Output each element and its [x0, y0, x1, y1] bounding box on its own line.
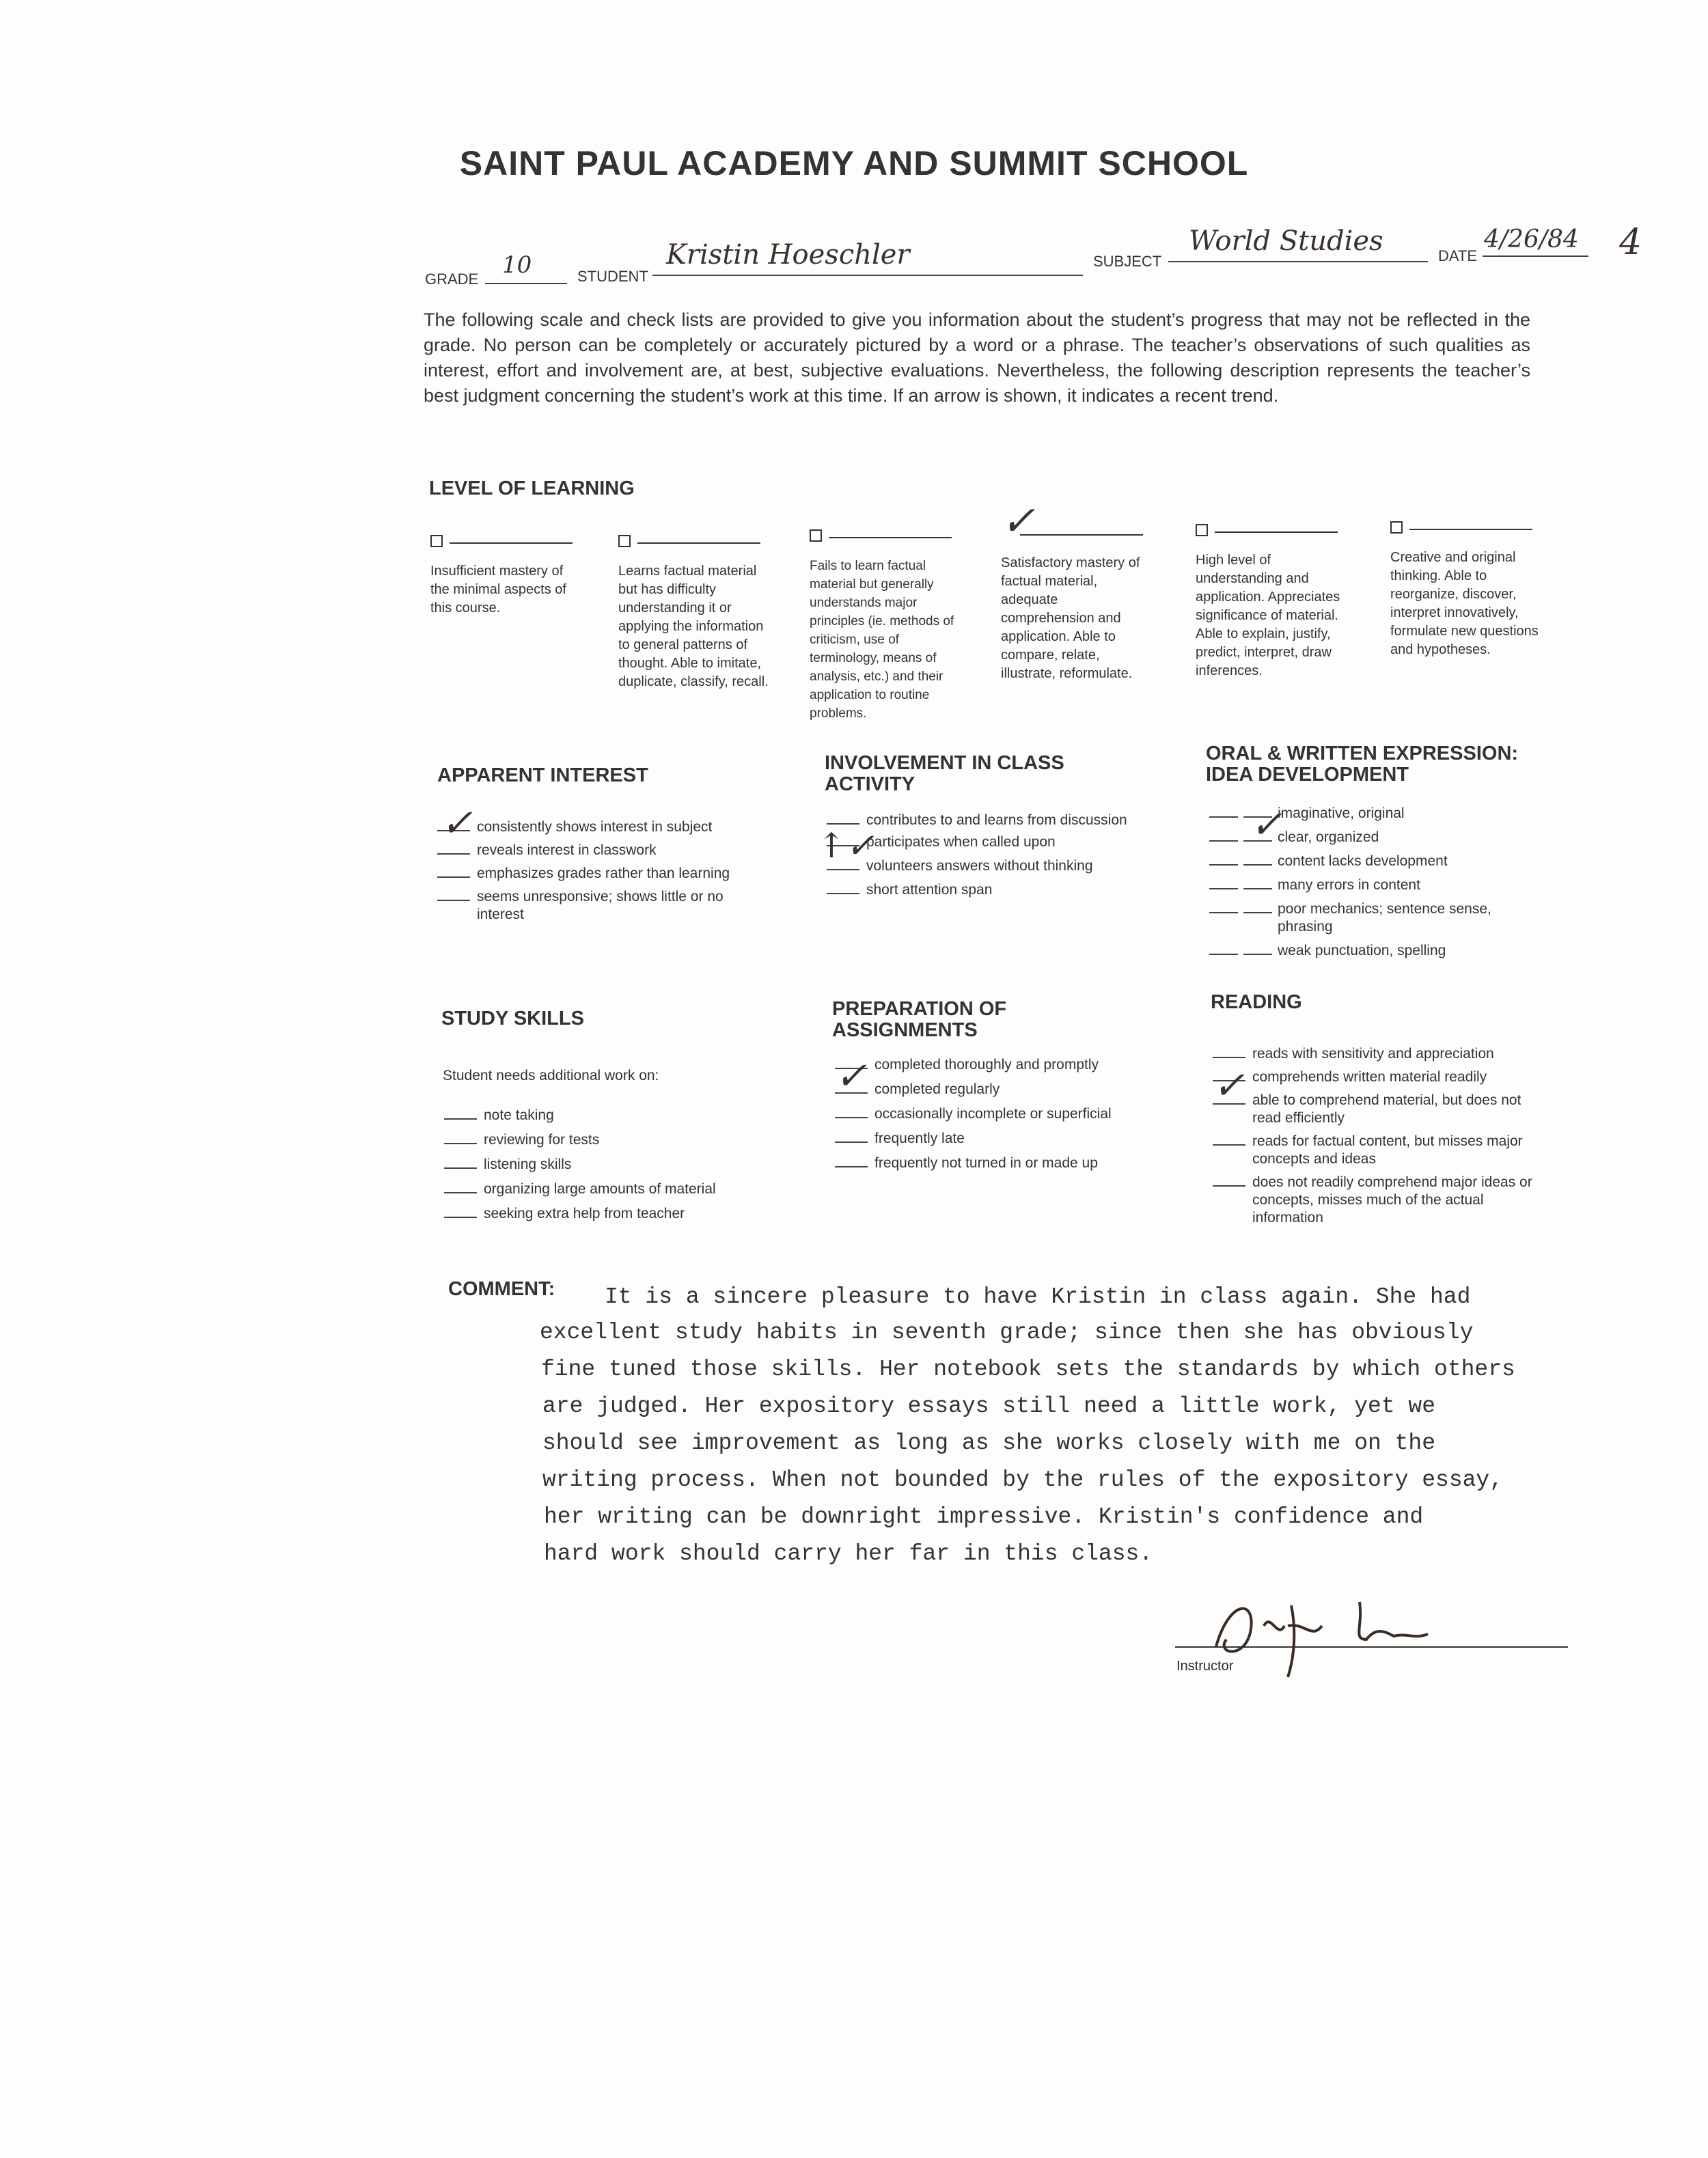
reading-heading: READING: [1211, 991, 1302, 1013]
student-value: Kristin Hoeschler: [666, 239, 910, 271]
list-item[interactable]: reads with sensitivity and appreciation: [1213, 1045, 1554, 1063]
comment-line: hard work should carry her far in this class.: [544, 1541, 1153, 1566]
list-item[interactable]: organizing large amounts of material: [444, 1180, 799, 1198]
study-skills-heading: STUDY SKILLS: [441, 1008, 584, 1029]
corner-mark: 4: [1619, 222, 1642, 263]
grade-value: 10: [502, 251, 532, 279]
list-item[interactable]: seeking extra help from teacher: [444, 1205, 799, 1223]
comment-line: excellent study habits in seventh grade; since then she has obviously: [540, 1320, 1474, 1345]
list-item[interactable]: consistently shows interest in subject: [437, 818, 793, 836]
level-option-4[interactable]: [1001, 497, 1155, 683]
list-item[interactable]: frequently not turned in or made up: [835, 1154, 1204, 1172]
subject-value: World Studies: [1189, 225, 1383, 257]
involvement-list: [827, 812, 1196, 899]
list-item[interactable]: volunteers answers without thinking: [827, 857, 1196, 875]
list-item[interactable]: listening skills: [444, 1156, 799, 1174]
preparation-list: [835, 1056, 1204, 1172]
level-description: Learns factual material but has difficulty understanding it or applying the information to general patterns of thought. Able to imitate, duplicate, classify, recall.: [618, 564, 769, 689]
check-mark-icon: ✓: [1250, 803, 1282, 847]
list-item[interactable]: content lacks development: [1209, 853, 1551, 870]
study-skills-subtitle: Student needs additional work on:: [443, 1068, 659, 1083]
list-item[interactable]: comprehends written material readily: [1213, 1068, 1554, 1086]
list-item[interactable]: completed regularly: [835, 1081, 1204, 1098]
date-label: DATE: [1438, 247, 1478, 264]
list-item[interactable]: contributes to and learns from discussion: [827, 812, 1196, 829]
apparent-interest-heading: APPARENT INTEREST: [437, 764, 648, 786]
list-item[interactable]: clear, organized: [1209, 829, 1551, 846]
list-item[interactable]: reveals interest in classwork: [437, 842, 793, 859]
check-mark-icon: ✓: [441, 801, 473, 846]
list-item[interactable]: able to comprehend material, but does not read efficiently: [1213, 1092, 1554, 1127]
apparent-interest-list: [437, 818, 793, 924]
comment-line: should see improvement as long as she works closely with me on the: [542, 1430, 1436, 1456]
list-item[interactable]: reviewing for tests: [444, 1131, 799, 1149]
instructor-signature: [1202, 1585, 1462, 1680]
arrow-check-mark-icon: ↑✓: [817, 826, 874, 866]
comment-line: writing process. When not bounded by the rules of the expository essay,: [542, 1467, 1504, 1493]
list-item[interactable]: participates when called upon: [827, 833, 1196, 851]
list-item[interactable]: occasionally incomplete or superficial: [835, 1105, 1204, 1123]
intro-paragraph: The following scale and check lists are provided to give you information about the student’s progress that may not be reflected in the grade. No person can be completely or accurately pictured by a word or a phrase. The teacher’s observations of such qualities as interest, effort and involvement are, at best, subjective evaluations. Nevertheless, the following description represents the teacher’s best judgment concerning the student’s work at this time. If an arrow is shown, it indicates a recent trend.: [424, 309, 1530, 406]
list-item[interactable]: short attention span: [827, 881, 1196, 899]
school-title: SAINT PAUL ACADEMY AND SUMMIT SCHOOL: [459, 144, 1249, 182]
level-description: High level of understanding and application. Appreciates significance of material. Able to explain, justify, predict, interpret, draw inferences.: [1196, 553, 1340, 678]
comment-line: fine tuned those skills. Her notebook sets the standards by which others: [541, 1357, 1515, 1382]
checkbox[interactable]: [1196, 524, 1208, 536]
list-item[interactable]: many errors in content: [1209, 876, 1551, 894]
involvement-heading: INVOLVEMENT IN CLASS ACTIVITY: [825, 752, 1064, 795]
date-value: 4/26/84: [1484, 225, 1579, 253]
list-item[interactable]: note taking: [444, 1107, 799, 1124]
list-item[interactable]: imaginative, original: [1209, 805, 1551, 822]
level-option-5[interactable]: [1196, 522, 1349, 680]
preparation-heading: PREPARATION OF ASSIGNMENTS: [832, 998, 1007, 1041]
list-item[interactable]: poor mechanics; sentence sense, phrasing: [1209, 900, 1551, 936]
checkbox[interactable]: [618, 535, 631, 547]
check-mark-icon: ✓: [835, 1054, 867, 1098]
student-label: STUDENT: [577, 268, 648, 285]
reading-list: [1213, 1045, 1554, 1227]
grade-label: GRADE: [425, 271, 479, 288]
checkbox[interactable]: [430, 535, 443, 547]
subject-label: SUBJECT: [1093, 253, 1162, 270]
level-option-1[interactable]: [430, 533, 584, 618]
study-skills-list: [444, 1107, 799, 1223]
comment-line: are judged. Her expository essays still need a little work, yet we: [542, 1394, 1436, 1419]
level-description: Creative and original thinking. Able to reorganize, discover, interpret innovatively, formulate new questions and hypotheses.: [1390, 550, 1539, 657]
level-option-2[interactable]: [618, 533, 772, 691]
list-item[interactable]: frequently late: [835, 1130, 1204, 1148]
oral-written-heading: ORAL & WRITTEN EXPRESSION: IDEA DEVELOPMENT: [1206, 743, 1519, 786]
check-mark-icon: ✓: [1001, 497, 1036, 545]
comment-line: her writing can be downright impressive. Kristin's confidence and: [544, 1504, 1424, 1530]
checkbox[interactable]: [810, 529, 822, 542]
level-description: Fails to learn factual material but generally understands major principles (ie. methods of criticism, use of terminology, means of analysis, etc.) and their application to routine problems.: [810, 559, 954, 721]
level-description: Insufficient mastery of the minimal aspects of this course.: [430, 564, 566, 615]
list-item[interactable]: seems unresponsive; shows little or no interest: [437, 888, 793, 924]
list-item[interactable]: does not readily comprehend major ideas or concepts, misses much of the actual information: [1213, 1174, 1554, 1227]
comment-line: It is a sincere pleasure to have Kristin in class again. She had: [605, 1284, 1471, 1310]
level-description: Satisfactory mastery of factual material, adequate comprehension and application. Able to compare, relate, illustrate, reformulate.: [1001, 555, 1140, 681]
list-item[interactable]: emphasizes grades rather than learning: [437, 865, 793, 883]
check-mark-icon: ✓: [1213, 1064, 1245, 1108]
level-option-6[interactable]: [1390, 519, 1544, 659]
list-item[interactable]: reads for factual content, but misses major concepts and ideas: [1213, 1133, 1554, 1168]
list-item[interactable]: completed thoroughly and promptly: [835, 1056, 1204, 1074]
checkbox[interactable]: [1390, 521, 1403, 534]
level-option-3[interactable]: [810, 527, 963, 723]
comment-label: COMMENT:: [448, 1278, 555, 1300]
instructor-label: Instructor: [1176, 1659, 1234, 1674]
level-of-learning-heading: LEVEL OF LEARNING: [429, 478, 635, 499]
list-item[interactable]: weak punctuation, spelling: [1209, 942, 1551, 960]
